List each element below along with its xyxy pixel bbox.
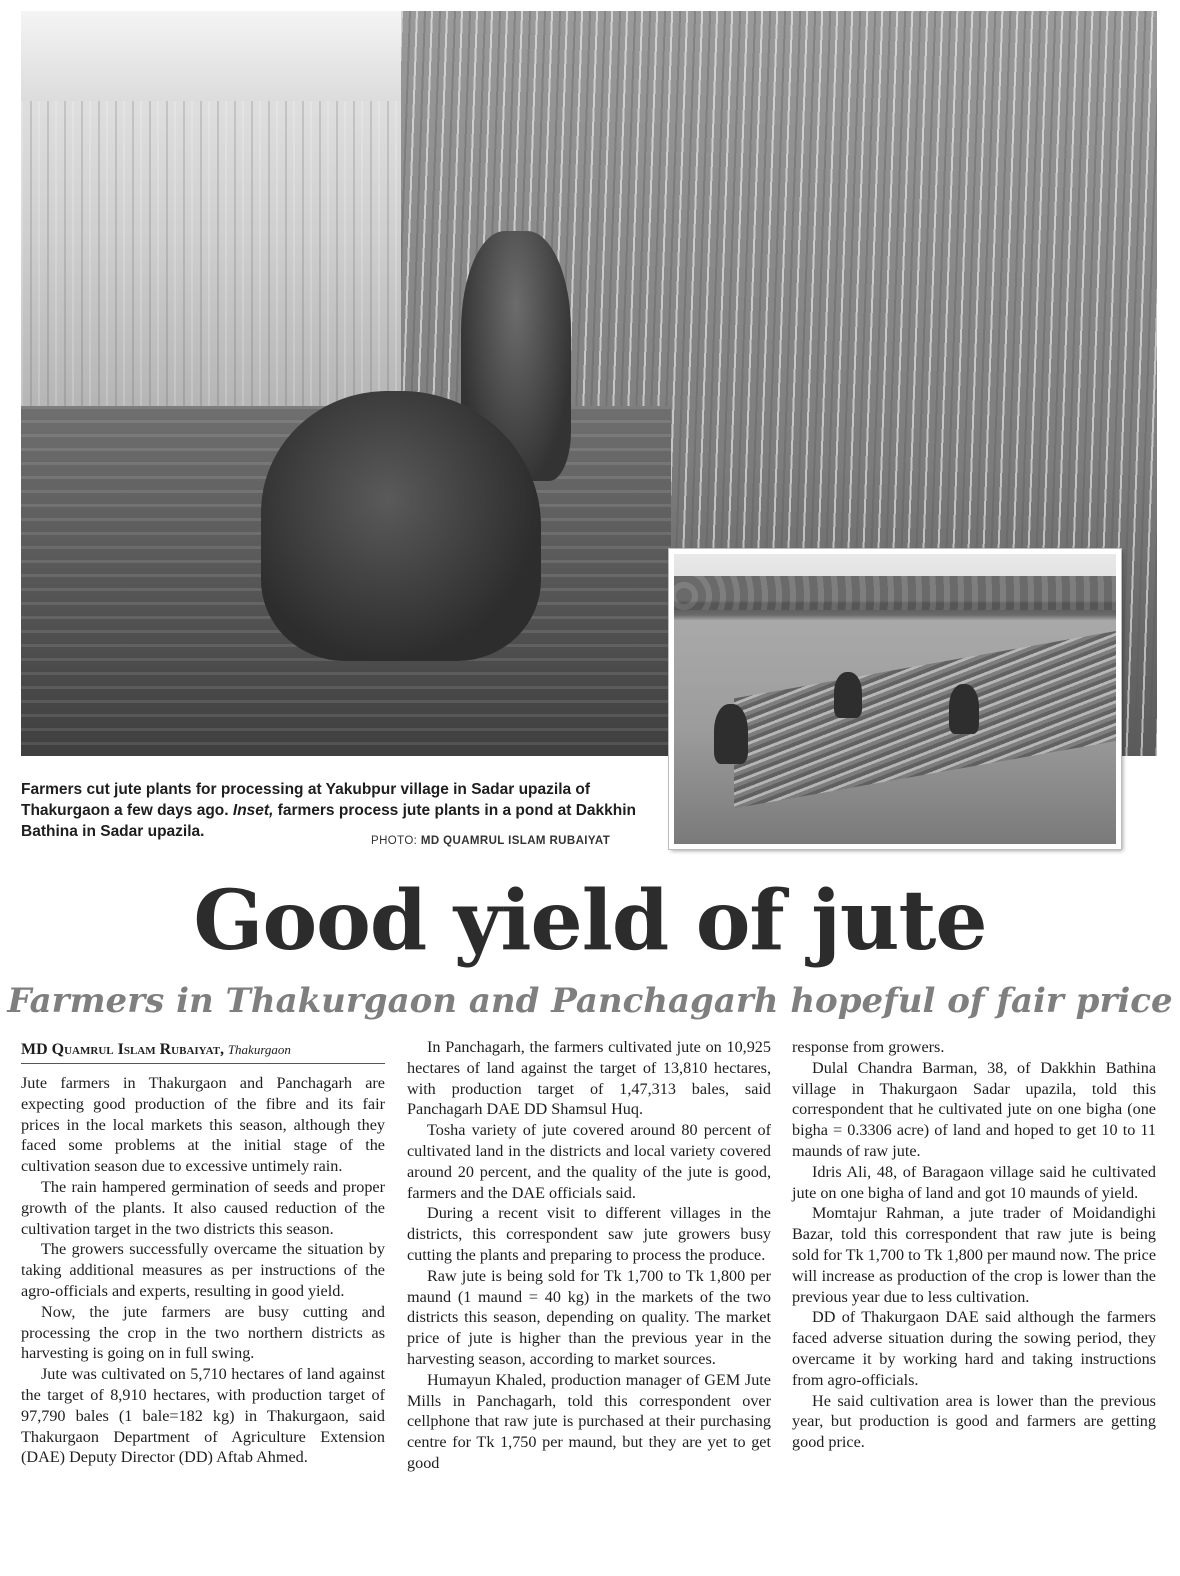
paragraph: Raw jute is being sold for Tk 1,700 to Tk 1,800 per maund (1 maund = 40 kg) in the markets of the two districts this season, depending on quality. The market price of jute is higher than the previous year in the harvesting season, according to market sources. bbox=[407, 1266, 771, 1368]
subheadline: Farmers in Thakurgaon and Panchagarh hopeful of fair price bbox=[7, 981, 1173, 1021]
caption-inset-word: Inset, bbox=[232, 802, 274, 819]
byline-name: MD Quamrul Islam Rubaiyat, bbox=[21, 1041, 225, 1058]
paragraph: The growers successfully overcame the situation by taking additional measures as per instructions of the agro-officials and experts, resulting in good yield. bbox=[21, 1240, 385, 1300]
photo-caption bbox=[21, 779, 651, 842]
inset-photo-image bbox=[674, 554, 1116, 844]
headline: Good yield of jute bbox=[193, 873, 987, 969]
paragraph: During a recent visit to different villages in the districts, this correspondent saw jute growers busy cutting the plants and preparing to process the produce. bbox=[407, 1204, 771, 1264]
inset-photo-treeline bbox=[674, 576, 1116, 610]
paragraph: Jute was cultivated on 5,710 hectares of land against the target of 8,910 hectares, with production target of 97,790 bales (1 bale=182 kg) in Thakurgaon, said Thakurgaon Department of Agriculture Extension (DAE) Deputy Director (DD) Aftab Ahmed. bbox=[21, 1365, 385, 1467]
inset-photo-farmer bbox=[714, 704, 748, 764]
inset-photo-jute-bundles bbox=[734, 630, 1116, 809]
paragraph: Dulal Chandra Barman, 38, of Dakkhin Bathina village in Thakurgaon Sadar upazila, told this correspondent that he cultivated jute on one bigha (one bigha = 0.3306 acre) of land and hoped to get 10 to 11 maunds of raw jute. bbox=[792, 1058, 1156, 1160]
inset-photo-farmer bbox=[834, 672, 862, 718]
caption-text: Farmers cut jute plants for processing at Yakubpur village in Sadar upazila of Thakurgaon a few days ago. bbox=[21, 781, 591, 819]
paragraph: Idris Ali, 48, of Baragaon village said he cultivated jute on one bigha of land and got 10 maunds of yield. bbox=[792, 1162, 1156, 1202]
photo-credit-prefix: PHOTO: bbox=[371, 835, 421, 847]
paragraph: Tosha variety of jute covered around 80 percent of cultivated land in the districts and local variety covered around 20 percent, and the quality of the jute is good, farmers and the DAE officials said. bbox=[407, 1121, 771, 1202]
photo-credit-name: MD QUAMRUL ISLAM RUBAIYAT bbox=[420, 835, 611, 847]
paragraph: The rain hampered germination of seeds and proper growth of the plants. It also caused reduction of the cultivation target in the two districts this season. bbox=[21, 1177, 385, 1238]
paragraph: He said cultivation area is lower than the previous year, but production is good and farmers are getting good price. bbox=[792, 1391, 1156, 1452]
byline bbox=[21, 1040, 385, 1060]
paragraph: In Panchagarh, the farmers cultivated jute on 10,925 hectares of land against the target of 13,810 hectares, with production target of 1,47,313 bales, said Panchagarh DAE DD Shamsul Huq. bbox=[407, 1038, 771, 1119]
paragraph: response from growers. bbox=[792, 1038, 945, 1056]
photo-farmer-bending bbox=[261, 391, 541, 661]
article-column-2 bbox=[407, 1037, 771, 1474]
paragraph: Humayun Khaled, production manager of GEM Jute Mills in Panchagarh, told this correspondent over cellphone that raw jute is purchased at their purchasing centre for Tk 1,750 per maund, but they are yet to get good bbox=[407, 1370, 771, 1472]
paragraph: DD of Thakurgaon DAE said although the farmers faced adverse situation during the sowing period, they overcame it by working hard and taking instructions from agro-officials. bbox=[792, 1308, 1156, 1389]
byline-place: Thakurgaon bbox=[227, 1042, 291, 1057]
caption-text-inset: farmers process jute plants in a pond at Dakkhin Bathina in Sadar upazila. bbox=[21, 802, 636, 840]
byline-rule bbox=[21, 1063, 385, 1064]
inset-photo-farmer bbox=[949, 684, 979, 734]
photo-sky bbox=[21, 11, 441, 101]
paragraph: Now, the jute farmers are busy cutting and processing the crop in the two northern districts as harvesting is going on in full swing. bbox=[21, 1302, 385, 1363]
article-column-1 bbox=[21, 1073, 385, 1468]
paragraph: Jute farmers in Thakurgaon and Panchagarh are expecting good production of the fibre and its fair prices in the local markets this season, although they faced some problems at the initial stage of the cultivation season due to excessive untimely rain. bbox=[21, 1074, 385, 1176]
article-column-3 bbox=[792, 1037, 1156, 1453]
inset-photo-pond-processing bbox=[669, 549, 1121, 849]
paragraph: Momtajur Rahman, a jute trader of Moidandighi Bazar, told this correspondent that raw jute is being sold for Tk 1,700 to Tk 1,800 per maund now. The price will increase as production of the crop is lower than the previous year due to less cultivation. bbox=[792, 1204, 1157, 1306]
photo-credit bbox=[371, 835, 646, 847]
